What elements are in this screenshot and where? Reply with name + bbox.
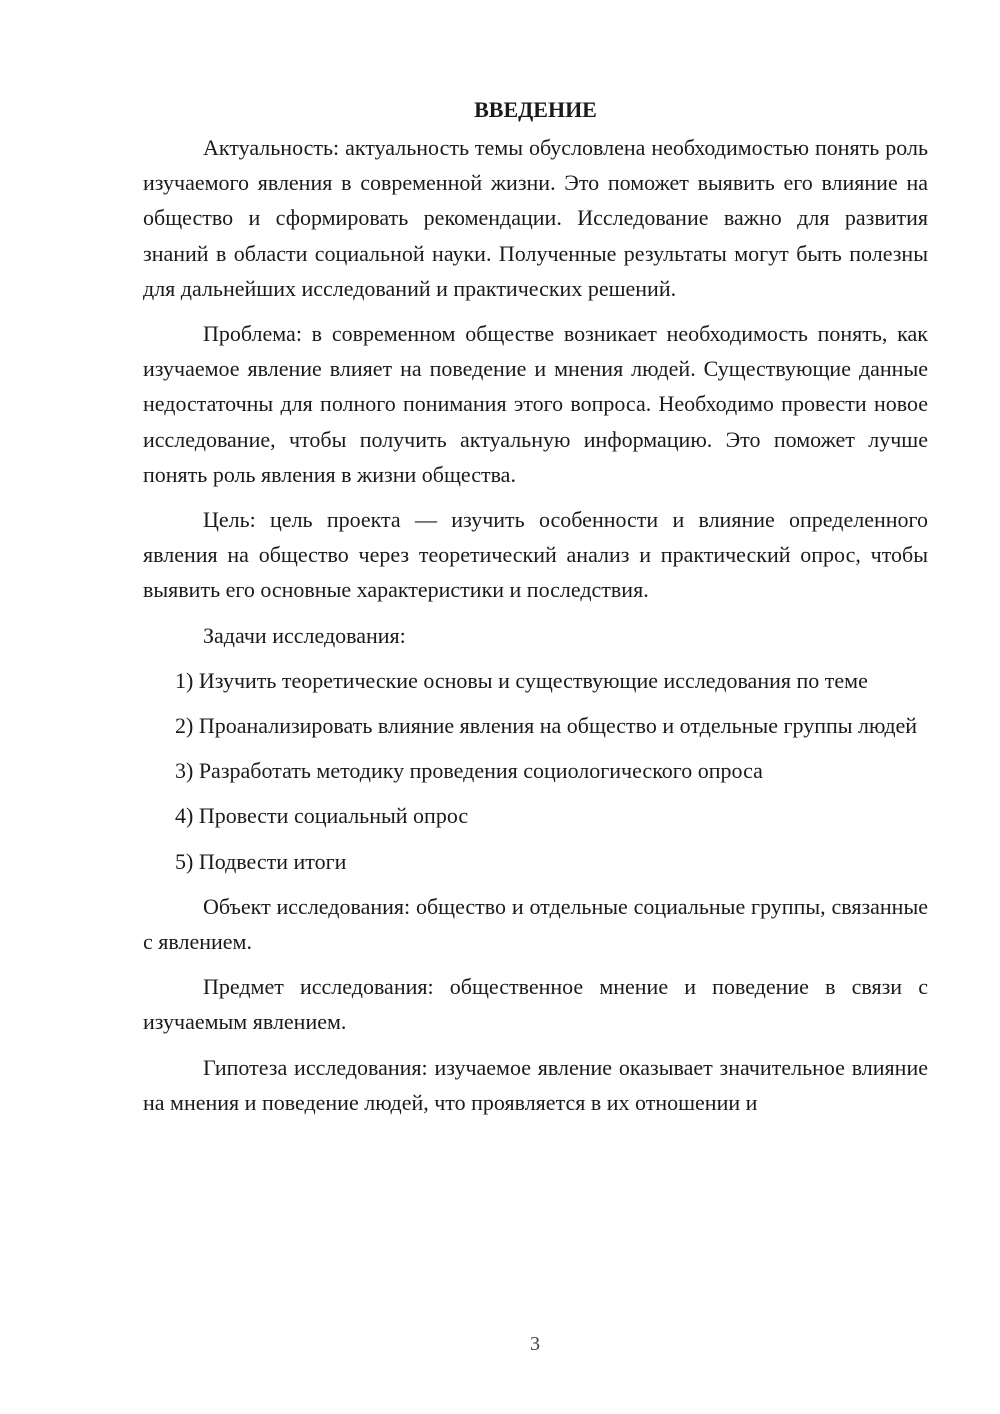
task-item-2: 2) Проанализировать влияние явления на общество и отдельные группы людей [175, 713, 918, 739]
tasks-heading: Задачи исследования: [203, 622, 406, 648]
section-title: ВВЕДЕНИЕ [474, 97, 597, 122]
paragraph-goal: Цель: цель проекта — изучить особенности и влияние определенного явления на общество через теоретический анализ и практический опрос, чтобы выявить его основные характеристики и последствия. [143, 507, 928, 603]
paragraph-subject: Предмет исследования: общественное мнение и поведение в связи с изучаемым явлением. [143, 974, 928, 1035]
paragraph-problem: Проблема: в современном обществе возникает необходимость понять, как изучаемое явление влияет на поведение и мнения людей. Существующие данные недостаточны для полного понимания этого вопроса. Необходимо провести новое исследование, чтобы получить актуальную информацию. Это поможет лучше понять роль явления в жизни общества. [143, 321, 928, 487]
task-item-4: 4) Провести социальный опрос [175, 803, 469, 829]
page-number: 3 [530, 1333, 540, 1355]
task-item-3: 3) Разработать методику проведения социологического опроса [175, 758, 763, 784]
paragraph-object: Объект исследования: общество и отдельные социальные группы, связанные с явлением. [143, 893, 928, 955]
paragraph-relevance: Актуальность: актуальность темы обусловлена необходимостью понять роль изучаемого явления в современной жизни. Это поможет выявить его влияние на общество и сформировать рекомендации. Исследование важно для развития знаний в области социальной науки. Полученные результаты могут быть полезны для дальнейших исследований и практических решений. [143, 135, 928, 301]
paragraph-hypothesis: Гипотеза исследования: изучаемое явление оказывает значительное влияние на мнения и поведение людей, что проявляется в их отношении и [143, 1054, 928, 1115]
document-page [143, 92, 928, 1130]
task-item-1: 1) Изучить теоретические основы и существующие исследования по теме [175, 667, 868, 693]
task-item-5: 5) Подвести итоги [175, 848, 347, 874]
